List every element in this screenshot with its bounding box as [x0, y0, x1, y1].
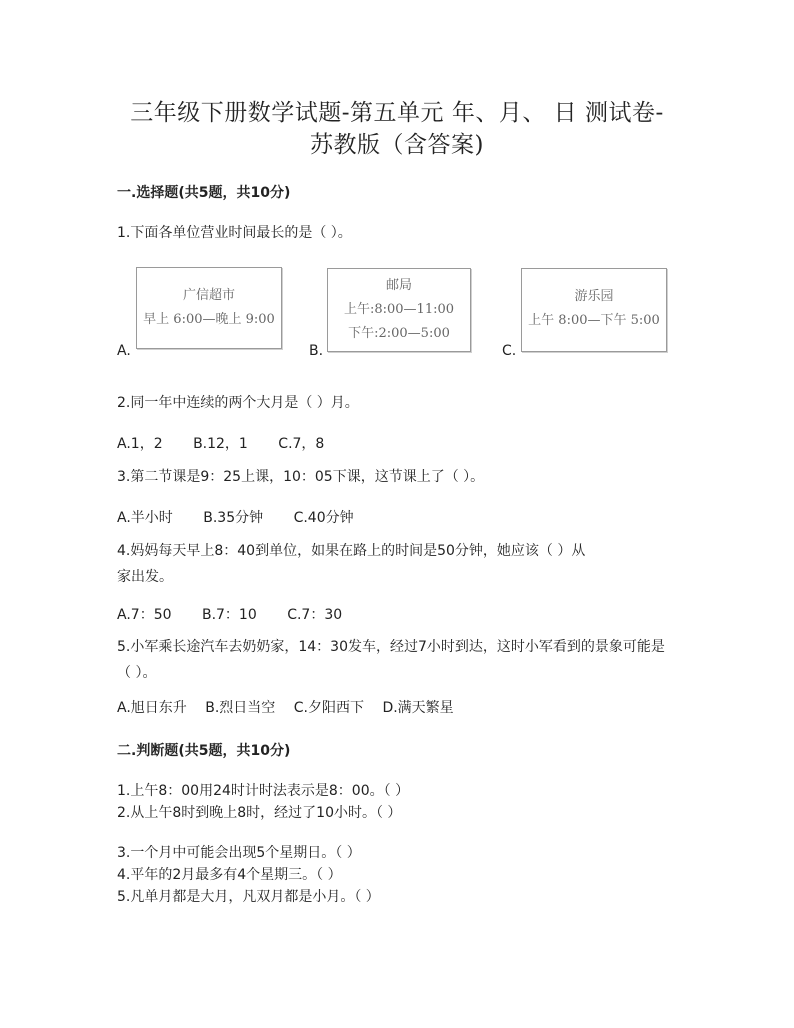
question-5: 5.小军乘长途汽车去奶奶家，14：30发车，经过7小时到达，这时小军看到的景象可能是（ ）。 [117, 639, 665, 681]
judge-item-1: 1.上午8：00用24时计时法表示是8：00。（ ） [117, 783, 410, 799]
option-a[interactable]: A.1，2 [117, 436, 163, 452]
card-name: 广信超市 [182, 288, 235, 303]
question-3-options [117, 507, 380, 527]
option-a[interactable]: A.旭日东升 [117, 700, 187, 716]
question-2: 2.同一年中连续的两个大月是（ ）月。 [117, 395, 359, 411]
question-3: 3.第二节课是9：25上课，10：05下课，这节课上了（ ）。 [117, 469, 485, 485]
option-b[interactable]: B.烈日当空 [205, 700, 276, 716]
card-name: 游乐园 [574, 289, 614, 304]
q1-option-a-card[interactable] [136, 267, 282, 349]
option-c[interactable]: C.7，8 [278, 436, 325, 452]
section1-heading: 一.选择题(共5题，共10分) [117, 185, 291, 201]
question-2-options [117, 433, 350, 453]
section2-heading: 二.判断题(共5题，共10分) [117, 743, 291, 759]
option-d[interactable]: D.满天繁星 [382, 700, 454, 716]
card-name: 邮局 [385, 278, 412, 293]
q1-option-c-letter: C. [502, 343, 517, 359]
judge-item-5: 5.凡单月都是大月，凡双月都是小月。（ ） [117, 889, 380, 905]
option-c[interactable]: C.7：30 [287, 607, 343, 623]
option-c[interactable]: C.夕阳西下 [293, 700, 364, 716]
option-c[interactable]: C.40分钟 [293, 510, 354, 526]
question-4: 4.妈妈每天早上8：40到单位，如果在路上的时间是50分钟，她应该（ ）从家出发。 [117, 543, 586, 585]
card-hours-morning: 上午:8:00—11:00 [343, 302, 455, 317]
card-hours: 早上 6:00—晚上 9:00 [143, 312, 275, 327]
question-5-options [117, 697, 480, 717]
page-title-line1: 三年级下册数学试题-第五单元 年、月、 日 测试卷- [130, 100, 664, 126]
judge-item-4: 4.平年的2月最多有4个星期三。（ ） [117, 867, 342, 883]
judge-item-2: 2.从上午8时到晚上8时，经过了10小时。（ ） [117, 805, 402, 821]
option-b[interactable]: B.12，1 [193, 436, 248, 452]
q1-option-a-letter: A. [117, 343, 131, 359]
judge-item-3: 3.一个月中可能会出现5个星期日。（ ） [117, 845, 361, 861]
option-b[interactable]: B.7：10 [201, 607, 257, 623]
option-a[interactable]: A.半小时 [117, 510, 173, 526]
question-1: 1.下面各单位营业时间最长的是（ ）。 [117, 225, 352, 241]
q1-option-c-card[interactable] [521, 268, 667, 352]
q1-option-b-card[interactable] [327, 268, 471, 352]
question-4-options [117, 604, 368, 624]
q1-option-b-letter: B. [309, 343, 324, 359]
option-a[interactable]: A.7：50 [117, 607, 172, 623]
card-hours: 上午 8:00—下午 5:00 [528, 313, 660, 328]
card-hours-afternoon: 下午:2:00—5:00 [348, 326, 450, 341]
page-title-line2: 苏教版（含答案) [310, 132, 484, 158]
option-b[interactable]: B.35分钟 [203, 510, 264, 526]
